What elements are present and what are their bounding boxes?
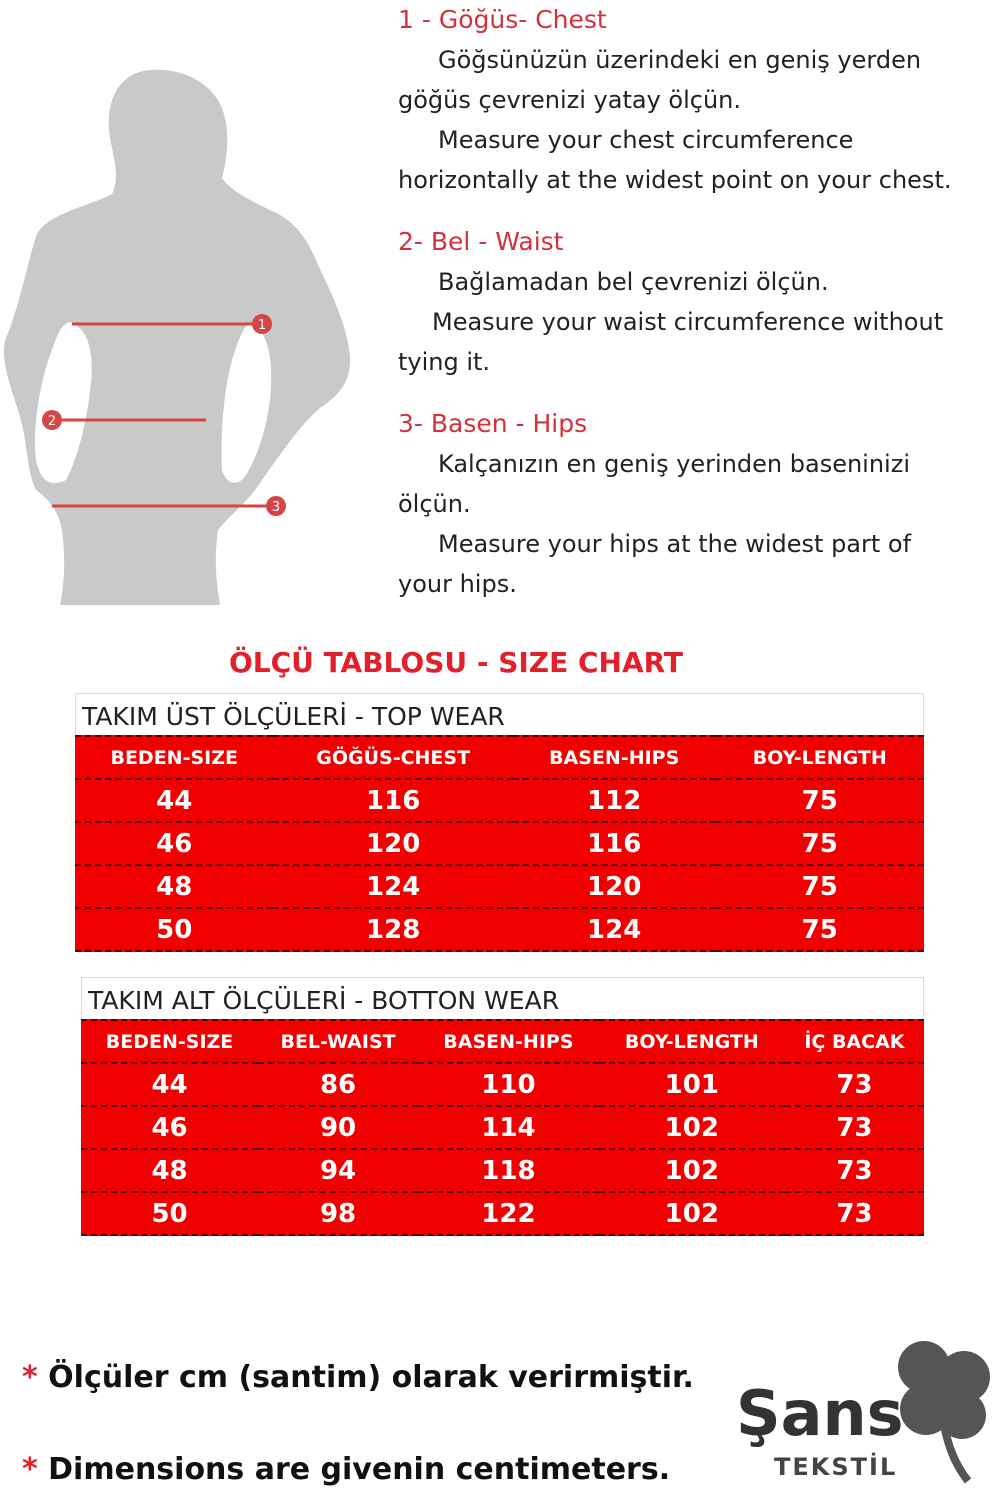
table-row xyxy=(75,908,924,951)
table-cell: 73 xyxy=(785,1149,924,1192)
table-cell: 90 xyxy=(258,1106,418,1149)
table-cell: 50 xyxy=(81,1192,258,1235)
chest-section xyxy=(398,0,998,200)
table-cell: 46 xyxy=(75,822,273,865)
table-row xyxy=(81,1149,924,1192)
table-cell: 75 xyxy=(716,865,924,908)
bottom-wear-caption: TAKIM ALT ÖLÇÜLERİ - BOTTON WEAR xyxy=(81,977,924,1019)
bottom-wear-table xyxy=(81,1019,924,1236)
top-header-length: BOY-LENGTH xyxy=(716,736,924,779)
marker-1-label: 1 xyxy=(257,318,267,333)
table-cell: 98 xyxy=(258,1192,418,1235)
hips-en-line2: your hips. xyxy=(398,570,517,598)
note-cm-text: Ölçüler cm (santim) olarak verirmiştir. xyxy=(48,1360,694,1395)
table-cell: 110 xyxy=(418,1063,599,1106)
hips-title: 3- Basen - Hips xyxy=(398,409,588,438)
table-cell: 73 xyxy=(785,1063,924,1106)
note-dimensions-text: Dimensions are givenin centimeters. xyxy=(48,1452,671,1487)
table-cell: 128 xyxy=(273,908,512,951)
bottom-header-size: BEDEN-SIZE xyxy=(81,1020,258,1063)
body-silhouette xyxy=(4,70,350,605)
table-row xyxy=(81,1192,924,1235)
table-row xyxy=(75,779,924,822)
bottom-header-inseam: İÇ BACAK xyxy=(785,1020,924,1063)
table-cell: 124 xyxy=(513,908,716,951)
body-measurement-figure xyxy=(0,60,360,605)
table-cell: 73 xyxy=(785,1106,924,1149)
table-cell: 120 xyxy=(513,865,716,908)
bottom-wear-table-block xyxy=(81,977,924,1236)
table-cell: 124 xyxy=(273,865,512,908)
table-cell: 73 xyxy=(785,1192,924,1235)
top-wear-header-row xyxy=(75,736,924,779)
chest-tr-line1: Göğsünüzün üzerindeki en geniş yerden xyxy=(438,46,922,74)
hips-section xyxy=(398,404,998,604)
table-cell: 44 xyxy=(81,1063,258,1106)
table-cell: 114 xyxy=(418,1106,599,1149)
top-wear-table-block xyxy=(75,693,924,952)
top-header-chest: GÖĞÜS-CHEST xyxy=(273,736,512,779)
table-cell: 102 xyxy=(599,1106,785,1149)
chest-tr-line2: göğüs çevrenizi yatay ölçün. xyxy=(398,86,741,114)
table-cell: 102 xyxy=(599,1192,785,1235)
bottom-header-length: BOY-LENGTH xyxy=(599,1020,785,1063)
chest-en-line2: horizontally at the widest point on your chest. xyxy=(398,166,952,194)
top-wear-caption: TAKIM ÜST ÖLÇÜLERİ - TOP WEAR xyxy=(75,693,924,735)
table-cell: 102 xyxy=(599,1149,785,1192)
table-cell: 46 xyxy=(81,1106,258,1149)
logo-sub: TEKSTİL xyxy=(774,1453,898,1481)
logo-brand: Şans xyxy=(736,1377,904,1450)
table-cell: 116 xyxy=(273,779,512,822)
note-dimensions xyxy=(22,1452,670,1487)
table-cell: 75 xyxy=(716,908,924,951)
table-row xyxy=(75,865,924,908)
table-cell: 48 xyxy=(81,1149,258,1192)
table-cell: 50 xyxy=(75,908,273,951)
bottom-header-hips: BASEN-HIPS xyxy=(418,1020,599,1063)
chest-title: 1 - Göğüs- Chest xyxy=(398,5,607,34)
table-cell: 75 xyxy=(716,822,924,865)
table-cell: 122 xyxy=(418,1192,599,1235)
note-cm xyxy=(22,1360,694,1395)
table-cell: 112 xyxy=(513,779,716,822)
table-cell: 75 xyxy=(716,779,924,822)
table-cell: 101 xyxy=(599,1063,785,1106)
chest-en-line1: Measure your chest circumference xyxy=(438,126,854,154)
note-star-icon: * xyxy=(22,1452,38,1487)
hips-tr-line1: Kalçanızın en geniş yerinden baseninizi xyxy=(438,450,910,478)
sans-tekstil-logo xyxy=(712,1285,998,1500)
top-header-hips: BASEN-HIPS xyxy=(513,736,716,779)
table-cell: 116 xyxy=(513,822,716,865)
bottom-header-waist: BEL-WAIST xyxy=(258,1020,418,1063)
marker-3-label: 3 xyxy=(271,500,281,515)
clover-icon xyxy=(898,1341,990,1481)
top-wear-table xyxy=(75,735,924,952)
top-header-size: BEDEN-SIZE xyxy=(75,736,273,779)
bottom-wear-header-row xyxy=(81,1020,924,1063)
measurement-instructions xyxy=(398,0,998,626)
table-cell: 48 xyxy=(75,865,273,908)
table-cell: 118 xyxy=(418,1149,599,1192)
hips-en-line1: Measure your hips at the widest part of xyxy=(438,530,912,558)
table-row xyxy=(81,1106,924,1149)
waist-tr-line1: Bağlamadan bel çevrenizi ölçün. xyxy=(438,268,829,296)
marker-2-label: 2 xyxy=(47,414,57,429)
waist-en-line2: tying it. xyxy=(398,348,491,376)
waist-en-line1: Measure your waist circumference without xyxy=(432,308,944,336)
table-cell: 44 xyxy=(75,779,273,822)
table-row xyxy=(75,822,924,865)
waist-title: 2- Bel - Waist xyxy=(398,227,564,256)
table-cell: 94 xyxy=(258,1149,418,1192)
waist-section xyxy=(398,222,998,382)
table-cell: 120 xyxy=(273,822,512,865)
table-row xyxy=(81,1063,924,1106)
hips-tr-line2: ölçün. xyxy=(398,490,471,518)
table-cell: 86 xyxy=(258,1063,418,1106)
note-star-icon: * xyxy=(22,1360,38,1395)
size-chart-title: ÖLÇÜ TABLOSU - SIZE CHART xyxy=(228,646,684,679)
